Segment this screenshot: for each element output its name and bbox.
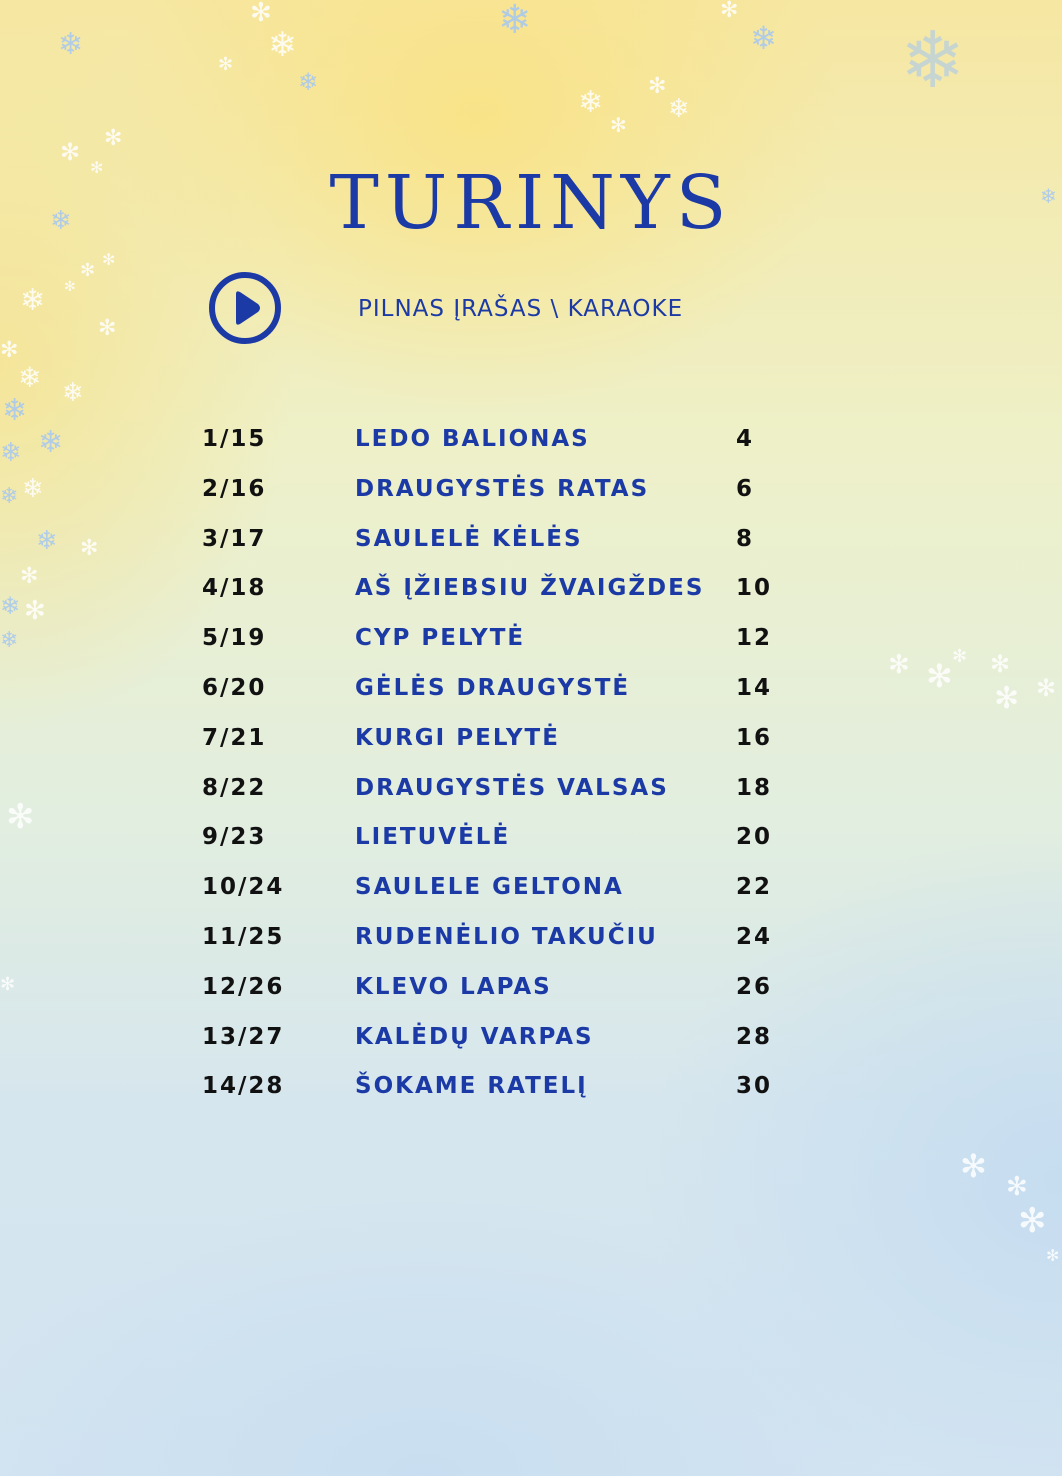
- snowflake-icon: ✻: [990, 650, 1011, 678]
- toc-row[interactable]: [202, 1016, 842, 1066]
- toc-row[interactable]: [202, 866, 842, 916]
- snowflake-icon: ✻: [80, 260, 96, 281]
- toc-row[interactable]: [202, 518, 842, 568]
- track-number: 11/25: [202, 923, 285, 950]
- track-number: 9/23: [202, 824, 267, 851]
- track-number: 4/18: [202, 575, 267, 602]
- snowflake-icon: ✻: [1006, 1172, 1028, 1202]
- toc-row[interactable]: [202, 667, 842, 717]
- snowflake-icon: ❄: [18, 361, 42, 394]
- page-number: 28: [736, 1023, 773, 1050]
- toc-row[interactable]: [202, 567, 842, 617]
- toc-row[interactable]: [202, 916, 842, 966]
- toc-row[interactable]: [202, 816, 842, 866]
- song-title[interactable]: ŠOKAME RATELĮ: [355, 1073, 588, 1100]
- snowflake-icon: ❄: [58, 27, 84, 62]
- page-number: 26: [736, 973, 773, 1000]
- page-number: 30: [736, 1073, 773, 1100]
- track-number: 6/20: [202, 674, 267, 701]
- snowflake-icon: ❄: [2, 393, 28, 428]
- song-title[interactable]: DRAUGYSTĖS RATAS: [355, 475, 650, 502]
- song-title[interactable]: LEDO BALIONAS: [355, 426, 590, 452]
- snowflake-icon: ✻: [98, 316, 117, 341]
- snowflake-icon: ✻: [218, 54, 234, 75]
- song-title[interactable]: SAULELE GELTONA: [355, 874, 624, 901]
- snowflake-icon: ❄: [1040, 184, 1057, 208]
- snowflake-icon: ✻: [24, 596, 46, 626]
- snowflake-icon: ❄: [0, 628, 19, 653]
- page-number: 20: [736, 824, 773, 851]
- toc-row[interactable]: [202, 966, 842, 1016]
- toc-row[interactable]: [202, 717, 842, 767]
- snowflake-icon: ✻: [1036, 674, 1057, 702]
- toc-row[interactable]: [202, 468, 842, 518]
- track-number: 2/16: [202, 475, 267, 502]
- song-title[interactable]: KLEVO LAPAS: [355, 973, 552, 1000]
- page-number: 12: [736, 625, 773, 652]
- page-title: TURINYS: [329, 160, 733, 246]
- snowflake-icon: ❄: [50, 206, 72, 236]
- track-number: 13/27: [202, 1023, 285, 1050]
- snowflake-icon: ✻: [60, 138, 81, 166]
- snowflake-icon: ✻: [6, 797, 35, 837]
- snowflake-icon: ✻: [90, 158, 104, 177]
- snowflake-icon: ❄: [298, 68, 319, 96]
- song-title[interactable]: KALĖDŲ VARPAS: [355, 1023, 594, 1050]
- song-title[interactable]: DRAUGYSTĖS VALSAS: [355, 774, 669, 801]
- snowflake-icon: ❄: [20, 283, 46, 318]
- snowflake-icon: ❄: [0, 438, 22, 468]
- snowflake-icon: ✻: [80, 536, 99, 561]
- page-number: 10: [736, 575, 773, 602]
- track-number: 12/26: [202, 973, 285, 1000]
- toc-row[interactable]: [202, 617, 842, 667]
- snowflake-icon: ❄: [750, 19, 777, 57]
- snowflake-icon: ✻: [1018, 1201, 1047, 1241]
- table-of-contents: [202, 418, 842, 1115]
- song-title[interactable]: LIETUVĖLĖ: [355, 824, 511, 851]
- song-title[interactable]: CYP PELYTĖ: [355, 625, 526, 652]
- snowflake-icon: ✻: [1046, 1246, 1060, 1265]
- track-number: 5/19: [202, 625, 267, 652]
- page-number: 22: [736, 874, 773, 901]
- track-number: 14/28: [202, 1073, 285, 1100]
- play-button[interactable]: [207, 270, 283, 346]
- snowflake-icon: ✻: [102, 250, 116, 269]
- snowflake-icon: ✻: [648, 74, 667, 99]
- track-number: 10/24: [202, 874, 285, 901]
- play-circle-icon: [207, 270, 283, 346]
- page-number: 4: [736, 426, 755, 452]
- snowflake-icon: ✻: [926, 657, 953, 695]
- snowflake-icon: ✻: [720, 0, 739, 23]
- page-number: 8: [736, 525, 755, 552]
- toc-row[interactable]: [202, 418, 842, 468]
- track-number: 8/22: [202, 774, 267, 801]
- snowflake-icon: ✻: [20, 564, 39, 589]
- snowflake-icon: ❄: [900, 16, 966, 106]
- snowflake-icon: ❄: [498, 0, 532, 43]
- page-number: 24: [736, 923, 773, 950]
- track-number: 7/21: [202, 724, 267, 751]
- snowflake-icon: ❄: [62, 378, 84, 408]
- snowflake-icon: ❄: [0, 484, 19, 509]
- song-title[interactable]: RUDENĖLIO TAKUČIU: [355, 923, 658, 950]
- snowflake-icon: ❄: [36, 526, 58, 556]
- page-number: 6: [736, 475, 755, 502]
- toc-row[interactable]: [202, 1065, 842, 1115]
- subtitle-full-recording-karaoke: PILNAS ĮRAŠAS \ KARAOKE: [358, 296, 684, 322]
- snowflake-icon: ❄: [268, 25, 297, 65]
- snowflake-icon: ✻: [952, 646, 968, 667]
- snowflake-icon: ❄: [578, 85, 604, 120]
- track-number: 3/17: [202, 525, 267, 552]
- snowflake-icon: ❄: [668, 94, 690, 124]
- song-title[interactable]: SAULELĖ KĖLĖS: [355, 525, 583, 552]
- toc-row[interactable]: [202, 767, 842, 817]
- song-title[interactable]: KURGI PELYTĖ: [355, 724, 560, 751]
- page-number: 14: [736, 674, 773, 701]
- snowflake-icon: ❄: [22, 474, 44, 504]
- track-number: 1/15: [202, 426, 267, 452]
- snowflake-icon: ✻: [104, 126, 123, 151]
- snowflake-icon: ✻: [0, 974, 16, 995]
- snowflake-icon: ✻: [960, 1147, 987, 1185]
- snowflake-icon: ✻: [888, 650, 910, 680]
- song-title[interactable]: AŠ ĮŽIEBSIU ŽVAIGŽDES: [355, 575, 705, 602]
- song-title[interactable]: GĖLĖS DRAUGYSTĖ: [355, 674, 631, 701]
- page-number: 16: [736, 724, 773, 751]
- snowflake-icon: ✻: [994, 681, 1020, 716]
- snowflake-icon: ✻: [64, 279, 76, 295]
- snowflake-icon: ❄: [0, 592, 21, 620]
- snowflake-icon: ❄: [38, 425, 64, 460]
- page-number: 18: [736, 774, 773, 801]
- snowflake-icon: ✻: [250, 0, 272, 28]
- snowflake-icon: ✻: [610, 113, 627, 137]
- snowflake-icon: ✻: [0, 338, 19, 363]
